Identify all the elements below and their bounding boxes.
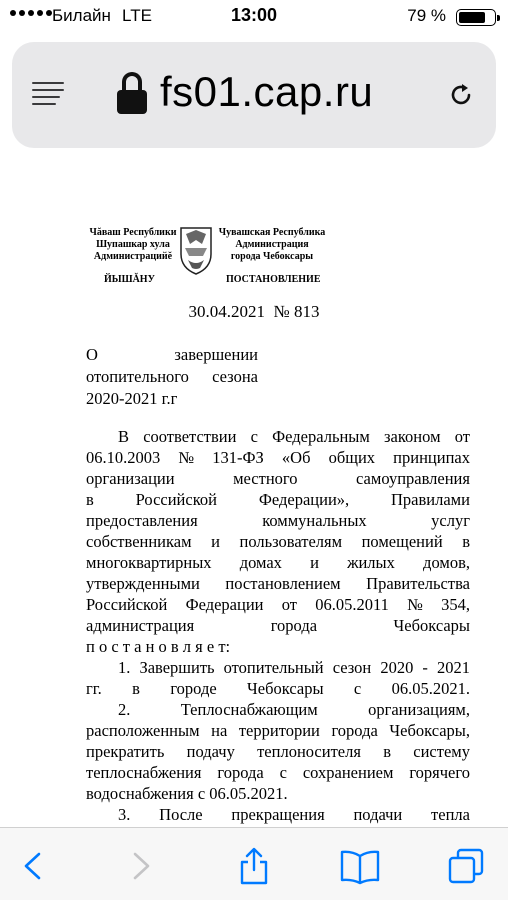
lock-icon [117, 72, 147, 116]
body-line: в Российской Федерации», Правилами [86, 490, 470, 509]
share-icon[interactable] [234, 846, 274, 886]
body-line: многоквартирных домах и жилых домов, [86, 553, 470, 572]
header-left-line: Чăваш Республики [89, 227, 177, 238]
body-line: утвержденными постановлением Правительства [86, 574, 470, 593]
body-line: гг. в городе Чебоксары с 06.05.2021. [86, 679, 470, 698]
body-line: администрация города Чебоксары [86, 616, 470, 635]
reader-menu-icon[interactable] [32, 82, 64, 110]
header-left-line: Администрацийĕ [93, 251, 173, 262]
header-right-line: Администрация [235, 239, 309, 250]
subject-line: 2020-2021 г.г [86, 389, 178, 408]
header-left-subtitle: ЙЫШĂНУ [104, 274, 155, 285]
battery-percent: 79 % [407, 6, 446, 25]
address-bar[interactable] [12, 42, 496, 148]
network-type: LTE [122, 6, 152, 25]
subject-line: О завершении [86, 345, 258, 364]
tabs-icon[interactable] [446, 846, 486, 886]
body-line: теплоснабжения города с сохранением горячего [86, 763, 470, 782]
header-right-line: Чувашская Республика [218, 227, 326, 238]
forward-icon[interactable] [120, 846, 160, 886]
body-line: В соответствии с Федеральным законом от [118, 427, 470, 446]
back-icon[interactable] [14, 846, 54, 886]
reload-icon[interactable] [448, 82, 474, 108]
battery-icon [456, 9, 496, 26]
body-line: расположенным на территории города Чебоксары, [86, 721, 470, 740]
url-text[interactable]: fs01.cap.ru [160, 68, 374, 115]
document-subject [86, 344, 258, 410]
header-left [88, 227, 178, 263]
document-page [0, 162, 508, 830]
body-line: прекратить подачу теплоносителя в систему [86, 742, 470, 761]
body-line: водоснабжения с 06.05.2021. [86, 784, 288, 803]
body-line: 3. После прекращения подачи тепла [118, 805, 470, 824]
body-line: п о с т а н о в л я е т: [86, 637, 231, 656]
body-line: организации местного самоуправления [86, 469, 470, 488]
body-line: предоставления коммунальных услуг [86, 511, 470, 530]
body-line: 06.10.2003 № 131-ФЗ «Об общих принципах [86, 448, 470, 467]
header-right [212, 227, 332, 263]
header-left-line: Шупашкар хула [96, 239, 170, 250]
browser-toolbar [0, 827, 508, 900]
body-line: 1. Завершить отопительный сезон 2020 - 2021 [118, 658, 470, 677]
header-right-line: города Чебоксары [230, 251, 314, 262]
carrier-name: Билайн [52, 6, 111, 25]
header-right-subtitle: ПОСТАНОВЛЕНИЕ [226, 274, 321, 285]
status-bar [0, 0, 508, 32]
body-line: Российской Федерации от 06.05.2011 № 354, [86, 595, 470, 614]
bookmarks-icon[interactable] [338, 846, 382, 886]
coat-of-arms-icon [178, 224, 214, 276]
document-body [86, 426, 470, 825]
body-line: 2. Теплоснабжающим организациям, [118, 700, 470, 719]
body-line: собственникам и пользователям помещений в [86, 532, 470, 551]
subject-line: отопительного сезона [86, 367, 258, 386]
date-number: 30.04.2021 № 813 [188, 302, 320, 321]
clock: 13:00 [230, 5, 278, 25]
